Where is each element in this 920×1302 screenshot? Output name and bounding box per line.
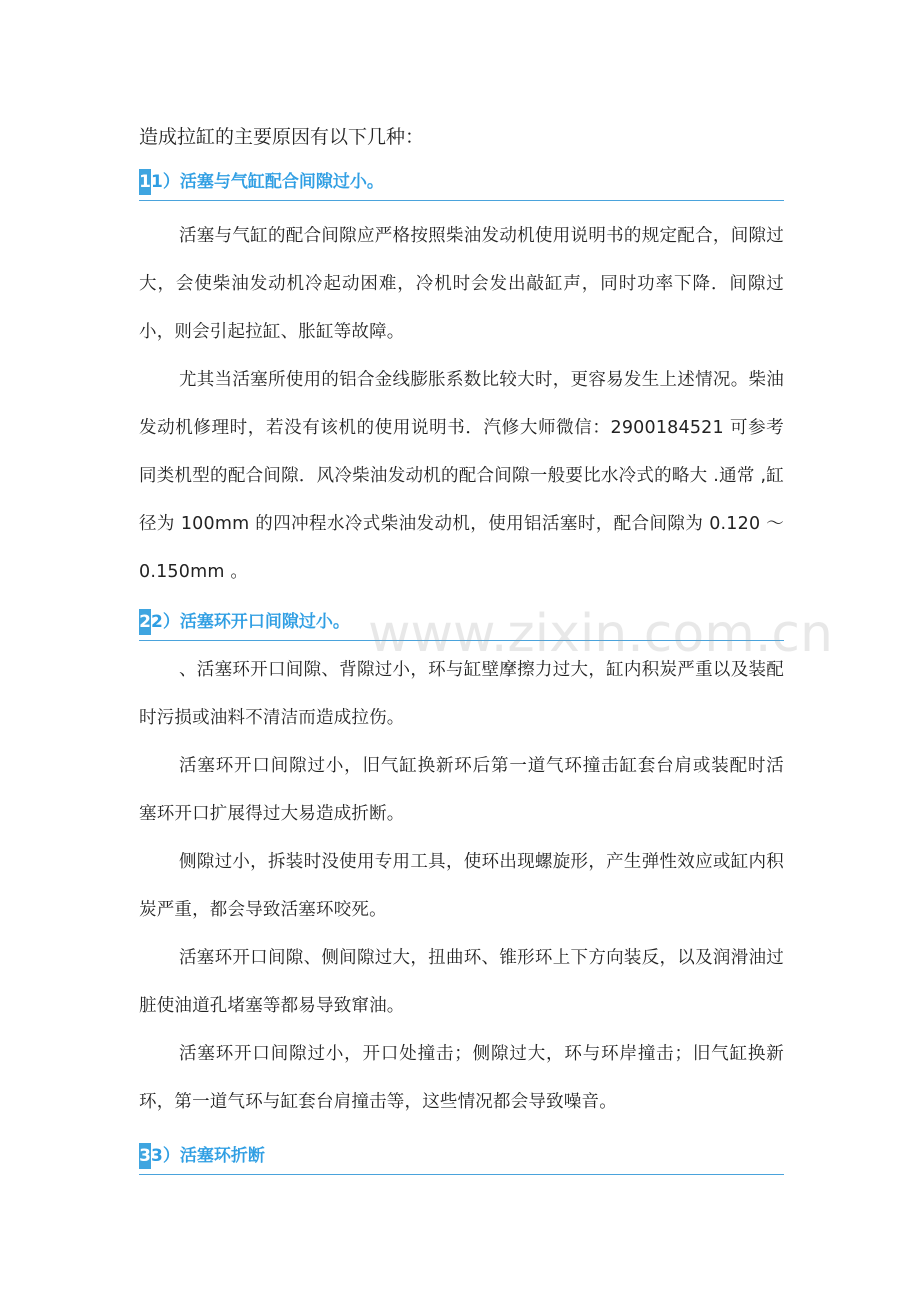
section-title-1: 1）活塞与气缸配合间隙过小。 bbox=[151, 172, 384, 192]
intro-text: 造成拉缸的主要原因有以下几种： bbox=[139, 126, 425, 148]
paragraph: 侧隙过小，拆装时没使用专用工具，使环出现螺旋形，产生弹性效应或缸内积炭严重，都会导致活塞环咬死。 bbox=[139, 852, 784, 920]
section-heading-1 bbox=[139, 166, 784, 201]
section-heading-3 bbox=[139, 1140, 784, 1175]
paragraph: 、活塞环开口间隙、背隙过小，环与缸壁摩擦力过大，缸内积炭严重以及装配时污损或油料不清洁而造成拉伤。 bbox=[139, 660, 784, 728]
paragraph: 尤其当活塞所使用的铝合金线膨胀系数比较大时，更容易发生上述情况。柴油发动机修理时，若没有该机的使用说明书．汽修大师微信：2900184521 可参考同类机型的配合间隙．风冷柴油发动机的配合间隙一般要比水冷式的略大 .通常 ,缸径为 100mm 的四冲程水冷式柴油发动机，使用铝活塞时，配合间隙为 0.120 ～0.150mm 。 bbox=[139, 370, 784, 582]
section-title-2: 2）活塞环开口间隙过小。 bbox=[151, 612, 350, 632]
paragraph: 活塞与气缸的配合间隙应严格按照柴油发动机使用说明书的规定配合，间隙过大，会使柴油发动机冷起动困难，冷机时会发出敲缸声，同时功率下降．间隙过小，则会引起拉缸、胀缸等故障。 bbox=[139, 226, 784, 342]
section-heading-2 bbox=[139, 606, 784, 641]
paragraph: 活塞环开口间隙过小，开口处撞击；侧隙过大，环与环岸撞击；旧气缸换新环，第一道气环与缸套台肩撞击等，这些情况都会导致噪音。 bbox=[139, 1044, 784, 1112]
paragraph: 活塞环开口间隙、侧间隙过大，扭曲环、锥形环上下方向装反，以及润滑油过脏使油道孔堵塞等都易导致窜油。 bbox=[139, 948, 784, 1016]
paragraph: 活塞环开口间隙过小，旧气缸换新环后第一道气环撞击缸套台肩或装配时活 塞环开口扩展得过大易造成折断。 bbox=[139, 756, 784, 824]
section-number-2: 2 bbox=[139, 609, 151, 635]
section-number-1: 1 bbox=[139, 169, 151, 195]
watermark-text: www.zixin.com.cn bbox=[368, 604, 833, 664]
section-number-3: 3 bbox=[139, 1143, 151, 1169]
section-title-3: 3）活塞环折断 bbox=[151, 1146, 265, 1166]
